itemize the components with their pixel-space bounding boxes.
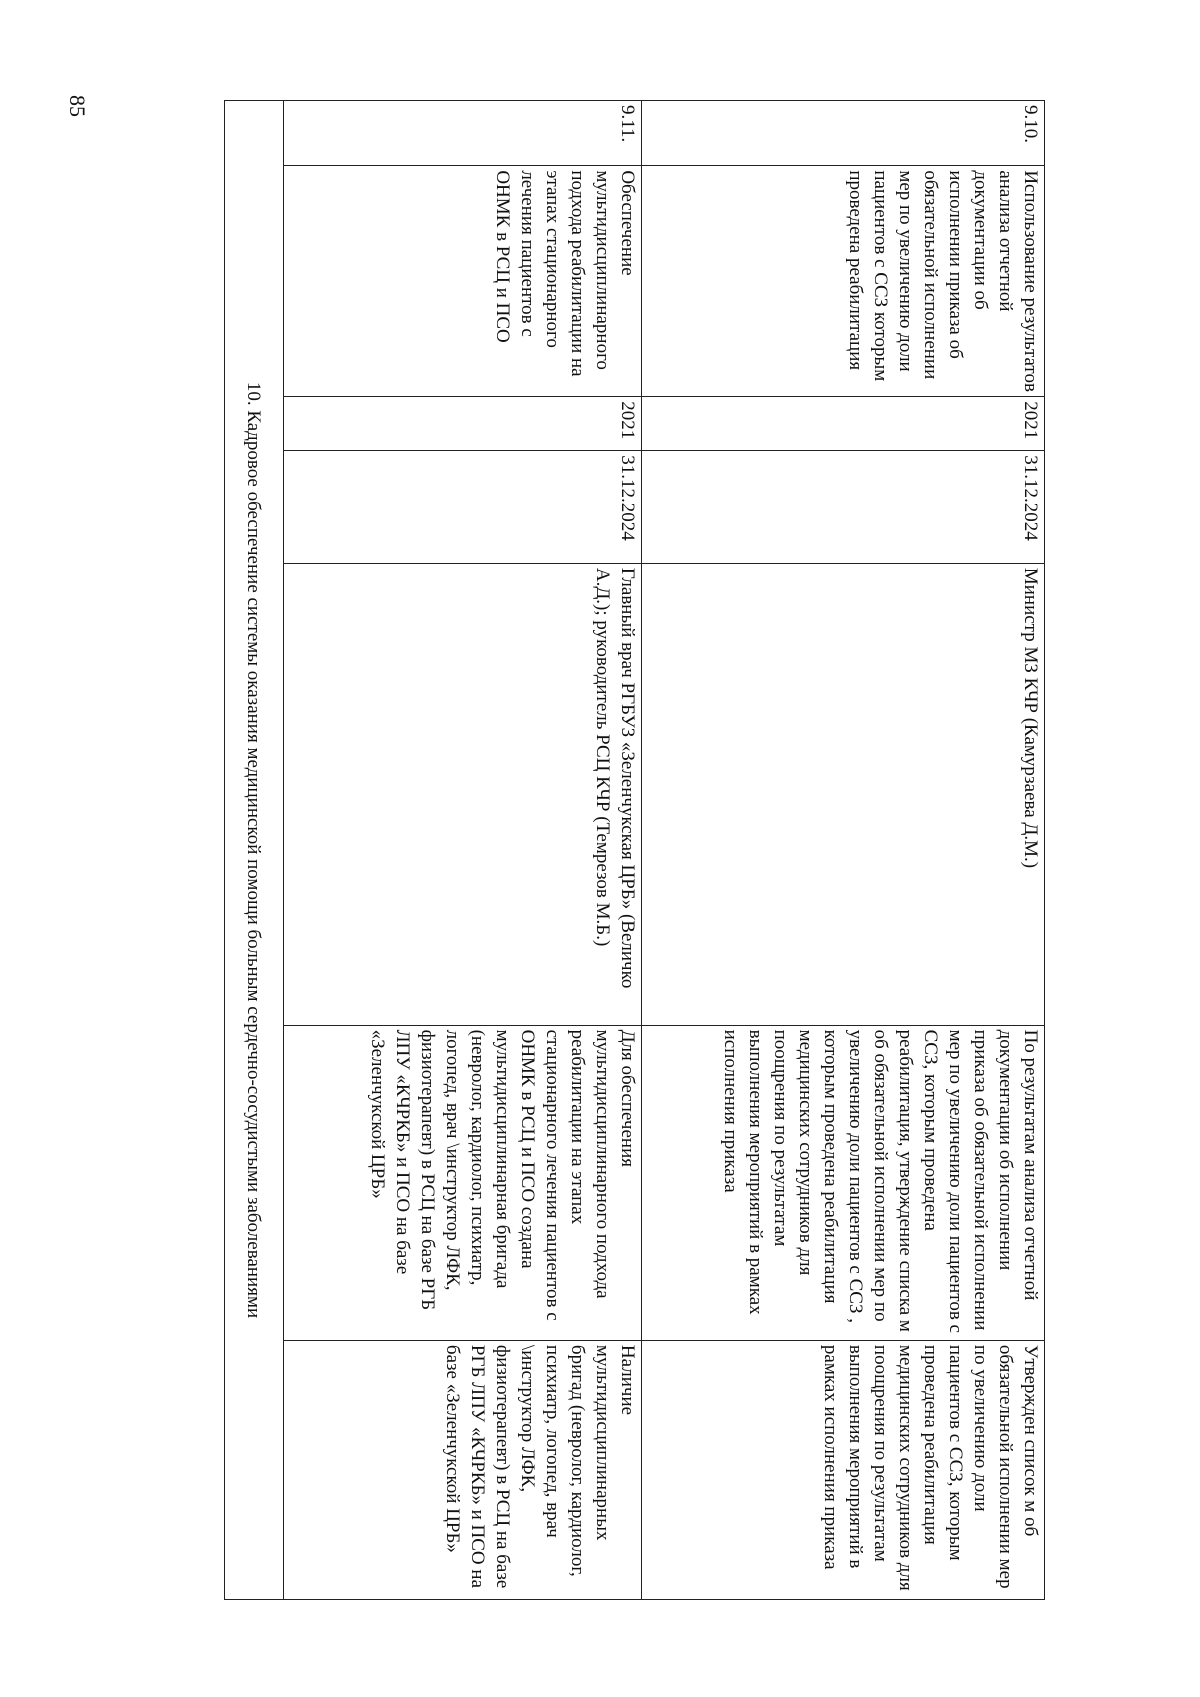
measures-table	[224, 100, 1045, 1600]
row-number: 9.10.	[642, 101, 1045, 166]
result-cell: Для обеспечения мультидисциплинарного подхода реабилитации на этапах стационарного лечения пациентов с ОНМК в РСЦ и ПСО создана мультидисциплинарная бригада (невролог, кардиолог, психиатр, логопед, врач \инструктор ЛФК, физиотерапевт) в РСЦ на базе РГБ ЛПУ «КЧРКБ» и ПСО на базе «Зеленчукской ЦРБ»	[284, 1025, 642, 1340]
indicator-cell: Наличие мультидисциплинарных бригад (невролог, кардиолог, психиатр, логопед, врач \инструктор ЛФК, физиотерапевт) в РСЦ на базе РГБ ЛПУ «КЧРКБ» и ПСО на базе «Зеленчукской ЦРБ»	[284, 1340, 642, 1599]
row-number: 9.11.	[284, 101, 642, 166]
section-heading-row	[225, 101, 284, 1600]
section-heading: 10. Кадровое обеспечение системы оказания медицинской помощи больным сердечно-сосудистыми заболеваниями	[225, 101, 284, 1600]
rotated-table-block	[224, 100, 1045, 1600]
event-cell: Использование результатов анализа отчетной документации об исполнении приказа об обязательной исполнении мер по увеличению доли пациентов с ССЗ которым проведена реабилитация	[642, 166, 1045, 397]
responsible-cell: Министр МЗ КЧР (Камурзаева Д.М.)	[642, 563, 1045, 1025]
result-cell: По результатам анализа отчетной документации об исполнении приказа об обязательной исполнении мер по увеличению доли пациентов с ССЗ, которым проведена реабилитация, утверждение списка м об обязательной исполнении мер по увеличению доли пациентов с ССЗ , которым проведена реабилитация медицинских сотрудников для поощрения по результатам выполнения мероприятий в рамках исполнения приказа	[642, 1025, 1045, 1340]
table-row	[284, 101, 642, 1600]
indicator-cell: Утвержден список м об обязательной исполнении мер по увеличению доли пациентов с ССЗ, которым проведена реабилитация медицинских сотрудников для поощрения по результатам выполнения мероприятий в рамках исполнения приказа	[642, 1340, 1045, 1599]
start-year-cell: 2021	[284, 397, 642, 451]
page-number: 85	[65, 95, 90, 117]
end-date-cell: 31.12.2024	[642, 451, 1045, 564]
start-year-cell: 2021	[642, 397, 1045, 451]
end-date-cell: 31.12.2024	[284, 451, 642, 564]
event-cell: Обеспечение мультидисциплинарного подхода реабилитации на этапах стационарного лечения пациентов с ОНМК в РСЦ и ПСО	[284, 166, 642, 397]
responsible-cell: Главный врач РГБУЗ «Зеленчукская ЦРБ» (Величко А.Д.); руководитель РСЦ КЧР (Темрезов М.Б.)	[284, 563, 642, 1025]
table-row	[642, 101, 1045, 1600]
